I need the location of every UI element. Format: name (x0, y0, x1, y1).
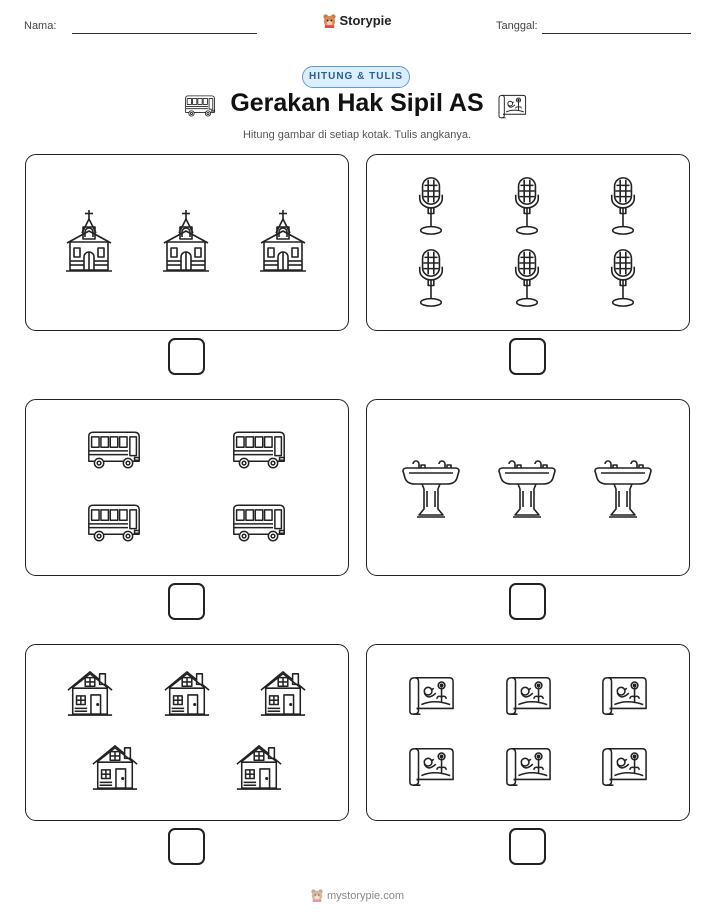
date-label: Tanggal: (496, 20, 538, 32)
microphone-icon (606, 176, 640, 236)
bus-icon (86, 503, 142, 543)
church-icon (64, 209, 114, 273)
brand-name: Storypie (339, 13, 392, 28)
scroll-poster-icon (504, 744, 552, 788)
bus-icon (86, 430, 142, 470)
scroll-poster-icon (600, 744, 648, 788)
scroll-poster-icon (600, 673, 648, 717)
answer-box-3[interactable] (168, 583, 205, 620)
name-field[interactable] (72, 33, 257, 34)
answer-box-5[interactable] (168, 828, 205, 865)
name-label: Nama: (24, 20, 57, 32)
answer-box-2[interactable] (509, 338, 546, 375)
brand-logo (0, 13, 714, 28)
bear-logo-icon (310, 888, 324, 902)
page-title: Gerakan Hak Sipil AS (230, 89, 484, 117)
house-icon (66, 669, 114, 717)
house-icon (91, 743, 139, 791)
footer (0, 888, 714, 902)
scroll-poster-icon (407, 673, 455, 717)
date-field[interactable] (542, 33, 691, 34)
answer-box-1[interactable] (168, 338, 205, 375)
house-icon (259, 669, 307, 717)
scroll-poster-icon (497, 93, 527, 119)
category-badge: HITUNG & TULIS (302, 66, 410, 88)
house-icon (235, 743, 283, 791)
answer-box-4[interactable] (509, 583, 546, 620)
bus-icon (231, 503, 287, 543)
footer-url[interactable]: mystorypie.com (326, 890, 405, 902)
drinking-fountain-icon (593, 455, 653, 519)
instruction-text: Hitung gambar di setiap kotak. Tulis angkanya. (242, 129, 472, 141)
drinking-fountain-icon (401, 455, 461, 519)
microphone-icon (510, 248, 544, 308)
scroll-poster-icon (504, 673, 552, 717)
microphone-icon (414, 176, 448, 236)
scroll-poster-icon (407, 744, 455, 788)
bear-logo-icon (322, 13, 337, 28)
house-icon (163, 669, 211, 717)
answer-box-6[interactable] (509, 828, 546, 865)
church-icon (161, 209, 211, 273)
microphone-icon (606, 248, 640, 308)
church-icon (258, 209, 308, 273)
microphone-icon (414, 248, 448, 308)
counting-card-6 (366, 644, 690, 821)
bus-icon (231, 430, 287, 470)
drinking-fountain-icon (497, 455, 557, 519)
microphone-icon (510, 176, 544, 236)
counting-card-3 (25, 399, 349, 576)
